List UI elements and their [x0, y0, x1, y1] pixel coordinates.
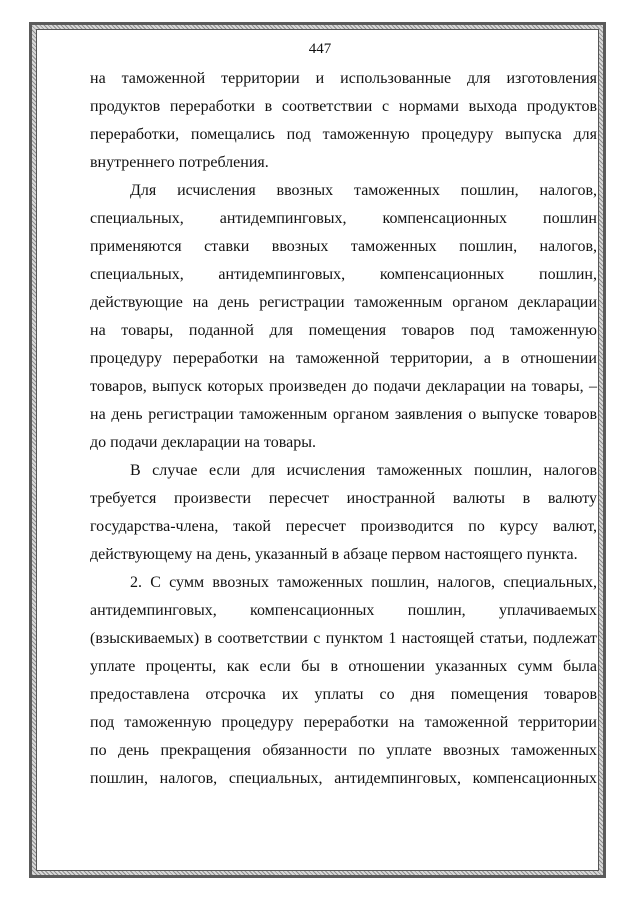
paragraph-4: [90, 569, 597, 793]
paragraph-2: [90, 177, 597, 457]
text-line: пошлин, налогов, специальных, антидемпинговых, компенсационных: [90, 770, 597, 787]
text-line: Для исчисления ввозных таможенных пошлин, налогов,: [130, 182, 597, 199]
text-line: 2. С сумм ввозных таможенных пошлин, налогов, специальных,: [130, 574, 597, 591]
text-line: товаров, выпуск которых произведен до подачи декларации на товары, –: [90, 378, 597, 395]
text-line: по день прекращения обязанности по уплате ввозных таможенных: [90, 742, 597, 759]
text-line: под таможенную процедуру переработки на таможенной территории: [90, 714, 597, 731]
page-number: 447: [308, 41, 332, 57]
text-line: требуется произвести пересчет иностранной валюты в валюту: [90, 490, 597, 507]
text-line: продуктов переработки в соответствии с нормами выхода продуктов: [90, 98, 597, 115]
text-line: действующему на день, указанный в абзаце первом настоящего пункта.: [90, 546, 578, 563]
text-line: специальных, антидемпинговых, компенсационных пошлин,: [90, 266, 597, 283]
text-line: до подачи декларации на товары.: [90, 434, 316, 451]
text-line: процедуру переработки на таможенной территории, а в отношении: [90, 350, 597, 367]
paragraph-1: [90, 65, 597, 177]
paragraph-3: [90, 457, 597, 569]
text-line: специальных, антидемпинговых, компенсационных пошлин: [90, 210, 597, 227]
text-line: на таможенной территории и использованные для изготовления: [90, 70, 597, 87]
text-line: предоставлена отсрочка их уплаты со дня помещения товаров: [90, 686, 597, 703]
text-line: государства-члена, такой пересчет производится по курсу валют,: [90, 518, 597, 535]
text-line: В случае если для исчисления таможенных пошлин, налогов: [130, 462, 597, 479]
text-line: внутреннего потребления.: [90, 154, 269, 171]
text-line: на товары, поданной для помещения товаров под таможенную: [90, 322, 597, 339]
text-line: уплате проценты, как если бы в отношении указанных сумм была: [90, 658, 597, 675]
text-line: на день регистрации таможенным органом заявления о выпуске товаров: [90, 406, 597, 423]
document-body: [90, 65, 597, 793]
text-line: (взыскиваемых) в соответствии с пунктом 1 настоящей статьи, подлежат: [90, 630, 597, 647]
text-line: действующие на день регистрации таможенным органом декларации: [90, 294, 597, 311]
text-line: применяются ставки ввозных таможенных пошлин, налогов,: [90, 238, 597, 255]
text-line: переработки, помещались под таможенную процедуру выпуска для: [90, 126, 597, 143]
text-line: антидемпинговых, компенсационных пошлин, уплачиваемых: [90, 602, 597, 619]
